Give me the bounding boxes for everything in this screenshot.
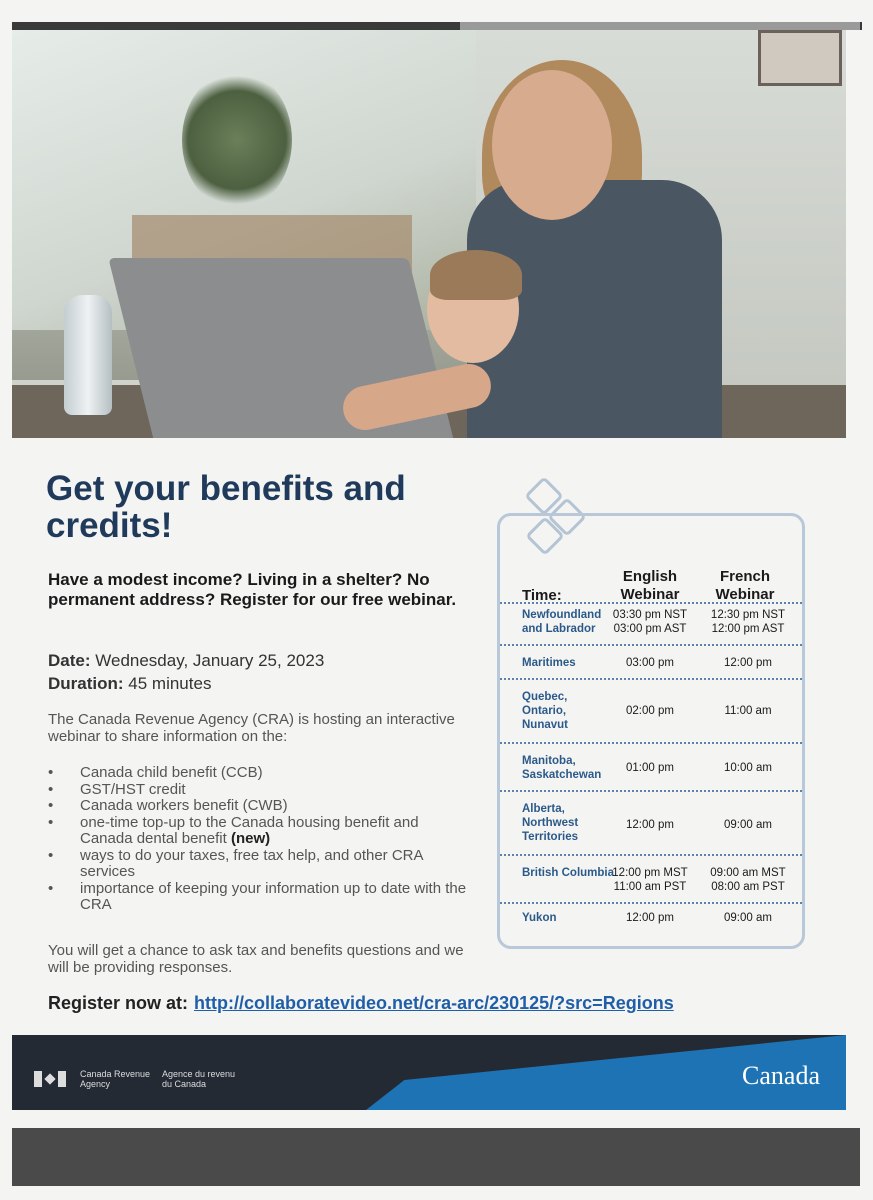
list-item-text: Canada child benefit (CCB) — [80, 764, 263, 781]
english-header: English Webinar — [620, 568, 680, 603]
list-item — [48, 881, 468, 914]
duration-value: 45 minutes — [128, 674, 212, 693]
english-time: 01:00 pm — [626, 762, 674, 774]
outro-text: You will get a chance to ask tax and benefits questions and we will be providing responses. — [48, 942, 464, 976]
schedule-header — [500, 552, 802, 608]
region-name: Maritimes — [522, 657, 576, 669]
photo-baby-bottle — [64, 295, 112, 415]
scan-top-edge-light — [460, 22, 860, 30]
french-time: 11:00 am — [724, 705, 772, 717]
hero-photo — [12, 30, 846, 438]
scan-bottom-edge — [12, 1128, 860, 1186]
french-time: 12:00 pm — [724, 657, 772, 669]
duration-label: Duration: — [48, 674, 124, 693]
event-duration — [48, 674, 211, 694]
english-time: 03:00 pm — [626, 657, 674, 669]
english-time: 03:30 pm NST 03:00 pm AST — [612, 609, 688, 635]
topic-list — [48, 765, 468, 914]
canada-wordmark: Canada — [742, 1061, 820, 1090]
list-item-text: one-time top-up to the Canada housing benefit and Canada dental benefit — [80, 813, 419, 847]
schedule-row — [500, 742, 802, 790]
list-item — [48, 848, 468, 881]
agency-name-en: Canada Revenue Agency — [80, 1069, 151, 1089]
schedule-row — [500, 602, 802, 644]
schedule-row — [500, 902, 802, 938]
webinar-schedule — [497, 513, 805, 949]
register-line — [48, 993, 674, 1014]
list-item — [48, 782, 468, 799]
region-name: Yukon — [522, 912, 557, 924]
photo-wall-frame — [758, 30, 842, 86]
time-header: Time: — [522, 587, 562, 604]
list-item — [48, 815, 468, 848]
list-item-text: importance of keeping your information up to date with the CRA — [80, 879, 467, 913]
french-time: 12:30 pm NST 12:00 pm AST — [710, 609, 786, 635]
schedule-row — [500, 644, 802, 678]
english-time: 02:00 pm — [626, 705, 674, 717]
schedule-row — [500, 854, 802, 902]
register-link[interactable]: http://collaboratevideo.net/cra-arc/230125/?src=Regions — [194, 993, 674, 1013]
photo-woman-face — [492, 70, 612, 220]
french-header: French Webinar — [715, 568, 775, 603]
list-item-text: GST/HST credit — [80, 780, 186, 798]
region-name: Alberta, Northwest Territories — [522, 803, 579, 843]
english-time: 12:00 pm — [626, 819, 674, 831]
region-name: British Columbia — [522, 867, 615, 879]
list-item-text: Canada workers benefit (CWB) — [80, 797, 288, 814]
french-time: 09:00 am — [724, 912, 772, 924]
intro-text: The Canada Revenue Agency (CRA) is hosting an interactive webinar to share information on the: — [48, 711, 455, 745]
schedule-row — [500, 678, 802, 742]
register-label: Register now at: — [48, 993, 189, 1013]
region-name: Quebec, Ontario, Nunavut — [522, 691, 568, 731]
english-time: 12:00 pm MST 11:00 am PST — [612, 867, 688, 893]
french-time: 09:00 am MST 08:00 am PST — [710, 867, 786, 893]
french-time: 10:00 am — [724, 762, 772, 774]
subheading: Have a modest income? Living in a shelter? No permanent address? Register for our free webinar. — [48, 570, 457, 609]
agency-name-fr: Agence du revenu du Canada — [162, 1069, 236, 1089]
government-footer — [12, 1035, 846, 1110]
region-name: Manitoba, Saskatchewan — [522, 755, 602, 781]
event-date — [48, 651, 324, 671]
new-tag: (new) — [230, 830, 271, 847]
french-time: 09:00 am — [724, 819, 772, 831]
list-item — [48, 765, 468, 782]
canada-flag-icon — [34, 1071, 66, 1087]
schedule-row — [500, 790, 802, 854]
list-item-text: ways to do your taxes, free tax help, and other CRA services — [80, 846, 423, 880]
photo-baby-hair — [430, 250, 522, 300]
date-label: Date: — [48, 651, 91, 670]
date-value: Wednesday, January 25, 2023 — [95, 651, 325, 670]
english-time: 12:00 pm — [626, 912, 674, 924]
page-title: Get your benefits and credits! — [46, 469, 406, 545]
photo-plant — [182, 70, 292, 210]
list-item — [48, 798, 468, 815]
region-name: Newfoundland and Labrador — [522, 609, 602, 635]
